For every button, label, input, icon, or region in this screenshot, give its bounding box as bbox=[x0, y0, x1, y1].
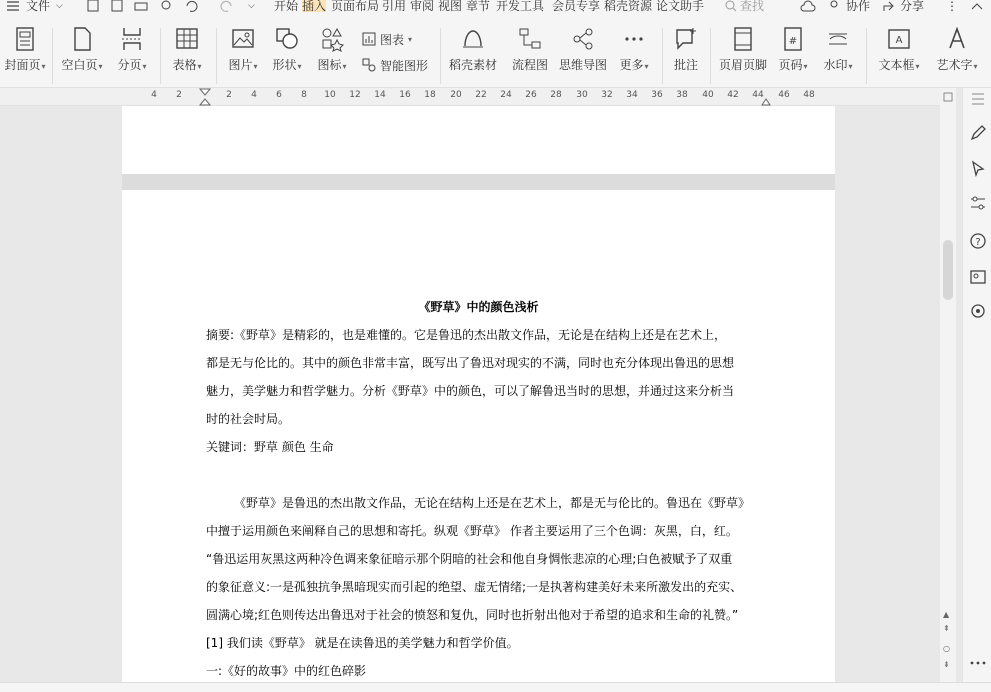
ruler-tick: 48 bbox=[803, 90, 815, 100]
file-menu[interactable]: 文件 bbox=[26, 0, 51, 13]
cloud-sync-icon[interactable] bbox=[800, 0, 816, 12]
chevron-down-icon[interactable]: ⌵ bbox=[56, 1, 63, 11]
search-icon[interactable] bbox=[724, 0, 738, 12]
textbox-icon bbox=[887, 26, 911, 52]
ruler-tick: 42 bbox=[727, 90, 739, 100]
menu-icon[interactable] bbox=[6, 0, 20, 12]
ruler-tick: 32 bbox=[601, 90, 613, 100]
document-page[interactable] bbox=[122, 190, 835, 682]
icon-library-icon bbox=[320, 26, 344, 52]
prev-page-icon[interactable]: ⇞ bbox=[943, 624, 950, 633]
paragraph-line[interactable]: 《野草》是鲁迅的杰出散文作品，无论在结构上还是在艺术上，都是无与伦比的。鲁迅在《野草》 bbox=[234, 496, 751, 510]
wordart-button[interactable]: 艺术字▾ bbox=[932, 26, 982, 86]
ribbon-separator bbox=[710, 28, 711, 84]
sliders-icon[interactable] bbox=[969, 194, 987, 212]
section-heading[interactable]: 一:《好的故事》中的红色碎影 bbox=[206, 664, 367, 678]
svg-text:?: ? bbox=[975, 237, 981, 248]
redo-icon[interactable] bbox=[220, 0, 234, 12]
table-icon bbox=[175, 26, 199, 52]
location-icon[interactable] bbox=[969, 302, 987, 320]
share-button[interactable]: 分享 bbox=[900, 0, 925, 13]
ribbon-separator bbox=[866, 28, 867, 84]
docer-material-button[interactable]: 稻壳素材 bbox=[446, 26, 500, 86]
shape-icon bbox=[275, 26, 299, 52]
export-icon[interactable] bbox=[110, 0, 124, 12]
ruler-tick: 40 bbox=[702, 90, 714, 100]
paragraph-line[interactable]: 中擅于运用颜色来阐释自己的思想和寄托。纵观《野草》 作者主要运用了三个色调：灰黑，白，红。 bbox=[206, 524, 738, 538]
chart-button[interactable]: 图表 ▾ bbox=[362, 30, 412, 48]
more-icon bbox=[622, 26, 646, 52]
menu-bar bbox=[0, 0, 991, 14]
keywords-line[interactable]: 关键词：野草 颜色 生命 bbox=[206, 440, 334, 454]
right-tool-sidebar bbox=[962, 88, 991, 682]
ruler-tick: 46 bbox=[778, 90, 790, 100]
textbox-button[interactable]: A 文本框▾ bbox=[874, 26, 924, 86]
smart-shape-button[interactable]: 智能图形 bbox=[362, 56, 428, 74]
ruler-tick: 34 bbox=[626, 90, 638, 100]
more-button[interactable]: 更多▾ bbox=[614, 26, 654, 86]
picture-button[interactable]: 图片▾ bbox=[224, 26, 262, 86]
shape-button[interactable]: 形状▾ bbox=[268, 26, 306, 86]
ruler-tick: 26 bbox=[525, 90, 537, 100]
collapse-ribbon-icon[interactable] bbox=[970, 0, 984, 12]
ribbon-separator bbox=[662, 28, 663, 84]
header-footer-button[interactable]: 页眉页脚 bbox=[716, 26, 770, 86]
share-icon[interactable] bbox=[882, 0, 896, 12]
image-tool-icon[interactable] bbox=[969, 268, 987, 286]
ruler-tick: 4 bbox=[151, 90, 157, 100]
pointer-icon[interactable] bbox=[969, 160, 987, 178]
horizontal-ruler[interactable] bbox=[0, 88, 940, 106]
watermark-icon bbox=[826, 26, 850, 52]
paragraph-line[interactable]: 的象征意义:一是孤独抗争黑暗现实而引起的绝望、虚无情绪;一是执著构建美好未来所激发出的充实、 bbox=[206, 580, 743, 594]
pen-icon[interactable] bbox=[969, 124, 987, 142]
paragraph-line[interactable]: 摘要:《野草》是精彩的，也是难懂的。它是鲁迅的杰出散文作品，无论是在结构上还是在艺术上， bbox=[206, 328, 727, 342]
save-icon[interactable] bbox=[86, 0, 100, 12]
tab-review[interactable]: 审阅 bbox=[410, 0, 435, 13]
more-menu-icon[interactable]: ⋮ bbox=[946, 0, 958, 13]
blank-page-button[interactable]: 空白页▾ bbox=[58, 26, 106, 86]
mindmap-icon bbox=[571, 26, 595, 52]
tab-member[interactable]: 会员专享 bbox=[552, 0, 601, 13]
tab-thesis-assistant[interactable]: 论文助手 bbox=[656, 0, 705, 13]
tab-docer-resources[interactable]: 稻壳资源 bbox=[604, 0, 653, 13]
ruler-tick: 38 bbox=[676, 90, 688, 100]
status-bar bbox=[0, 682, 991, 692]
ruler-tick: 2 bbox=[226, 90, 232, 100]
paragraph-line[interactable]: “鲁迅运用灰黑这两种冷色调来象征暗示那个阴暗的社会和他自身惆怅悲凉的心理;白色被赋予了双重 bbox=[206, 552, 733, 566]
ribbon-separator bbox=[216, 28, 217, 84]
tab-insert[interactable]: 插入 bbox=[302, 0, 327, 13]
ruler-tick: 16 bbox=[399, 90, 411, 100]
ruler-tick: 20 bbox=[450, 90, 462, 100]
smart-shape-icon bbox=[362, 58, 376, 72]
tab-view[interactable]: 视图 bbox=[438, 0, 463, 13]
wordart-icon bbox=[945, 26, 969, 52]
insert-ribbon bbox=[0, 14, 991, 88]
print-icon[interactable] bbox=[134, 0, 148, 12]
help-icon[interactable] bbox=[969, 232, 987, 250]
undo-icon[interactable] bbox=[184, 0, 198, 12]
more-dots-icon[interactable] bbox=[969, 654, 987, 672]
tab-references[interactable]: 引用 bbox=[382, 0, 407, 13]
ruler-tick: 30 bbox=[576, 90, 588, 100]
blank-page-icon bbox=[70, 26, 94, 52]
comment-button[interactable]: 批注 bbox=[668, 26, 704, 86]
svg-text:#: # bbox=[788, 36, 798, 47]
collab-button[interactable]: 协作 bbox=[846, 0, 871, 13]
ruler-tick: 14 bbox=[374, 90, 386, 100]
ruler-tick: 22 bbox=[475, 90, 487, 100]
table-button[interactable]: 表格▾ bbox=[168, 26, 206, 86]
ruler-tick: 10 bbox=[324, 90, 336, 100]
document-page[interactable] bbox=[122, 106, 835, 174]
page-gap bbox=[122, 174, 835, 190]
vertical-scrollbar[interactable] bbox=[940, 88, 956, 682]
header-footer-icon bbox=[731, 26, 755, 52]
sidebar-collapse-icon[interactable] bbox=[969, 90, 987, 108]
tab-developer[interactable]: 开发工具 bbox=[496, 0, 545, 13]
right-indent-marker-icon[interactable] bbox=[761, 88, 771, 106]
document-title[interactable]: 《野草》中的颜色浅析 bbox=[418, 300, 539, 314]
cover-page-icon bbox=[13, 26, 37, 52]
ribbon-separator bbox=[52, 28, 53, 84]
search-input[interactable]: 查找 bbox=[740, 0, 765, 13]
select-browse-icon[interactable]: ○ bbox=[943, 644, 950, 653]
ruler-tick: 18 bbox=[424, 90, 436, 100]
paragraph-line[interactable]: [1] 我们读《野草》 就是在读鲁迅的美学魅力和哲学价值。 bbox=[206, 636, 519, 650]
print-preview-icon[interactable] bbox=[160, 0, 174, 12]
paragraph-line[interactable]: 都是无与伦比的。其中的颜色非常丰富，既写出了鲁迅对现实的不满，同时也充分体现出鲁迅的思想 bbox=[206, 356, 735, 370]
docer-material-icon bbox=[461, 26, 485, 52]
ruler-tick: 4 bbox=[251, 90, 257, 100]
page-break-button[interactable]: 分页▾ bbox=[114, 26, 150, 86]
collab-icon[interactable] bbox=[828, 0, 842, 12]
chart-icon bbox=[362, 32, 376, 46]
tab-home[interactable]: 开始 bbox=[274, 0, 299, 13]
svg-text:A: A bbox=[895, 35, 903, 46]
picture-icon bbox=[231, 26, 255, 52]
next-page-icon[interactable]: ⇟ bbox=[943, 660, 950, 669]
watermark-button[interactable]: 水印▾ bbox=[818, 26, 858, 86]
flowchart-button[interactable]: 流程图 bbox=[508, 26, 552, 86]
scroll-top-icon[interactable] bbox=[943, 92, 953, 102]
ruler-tick: 28 bbox=[550, 90, 562, 100]
cover-page-button[interactable]: 封面页▾ bbox=[2, 26, 48, 86]
tab-chapter[interactable]: 章节 bbox=[466, 0, 491, 13]
page-break-icon bbox=[120, 26, 144, 52]
indent-marker-icon[interactable] bbox=[199, 88, 211, 106]
flowchart-icon bbox=[518, 26, 542, 52]
ruler-tick: 6 bbox=[276, 90, 282, 100]
paragraph-line[interactable]: 时的社会时局。 bbox=[206, 412, 291, 426]
document-canvas[interactable] bbox=[0, 106, 940, 682]
page-number-button[interactable]: # 页码▾ bbox=[774, 26, 812, 86]
ruler-tick: 44 bbox=[752, 90, 764, 100]
comment-icon bbox=[674, 26, 698, 52]
ribbon-separator bbox=[440, 28, 441, 84]
ruler-tick: 36 bbox=[651, 90, 663, 100]
paragraph-line[interactable]: 魅力，美学魅力和哲学魅力。分析《野草》中的颜色，可以了解鲁迅当时的思想，并通过这来分析当 bbox=[206, 384, 735, 398]
ruler-tick: 2 bbox=[176, 90, 182, 100]
mindmap-button[interactable]: 思维导图 bbox=[556, 26, 610, 86]
icon-library-button[interactable]: 图标▾ bbox=[312, 26, 352, 86]
quick-access-chevron-icon[interactable]: ⌵ bbox=[248, 1, 255, 11]
scrollbar-thumb[interactable] bbox=[943, 240, 953, 300]
ruler-tick: 12 bbox=[349, 90, 361, 100]
scroll-up-icon[interactable]: ▲ bbox=[943, 610, 950, 619]
page-number-icon bbox=[781, 26, 805, 52]
paragraph-line[interactable]: 圆满心境;红色则传达出鲁迅对于社会的愤怒和复仇，同时也折射出他对于希望的追求和生命的礼赞。” bbox=[206, 608, 739, 622]
ruler-tick: 24 bbox=[500, 90, 512, 100]
ribbon-separator bbox=[160, 28, 161, 84]
ruler-tick: 8 bbox=[301, 90, 307, 100]
tab-page-layout[interactable]: 页面布局 bbox=[331, 0, 380, 13]
